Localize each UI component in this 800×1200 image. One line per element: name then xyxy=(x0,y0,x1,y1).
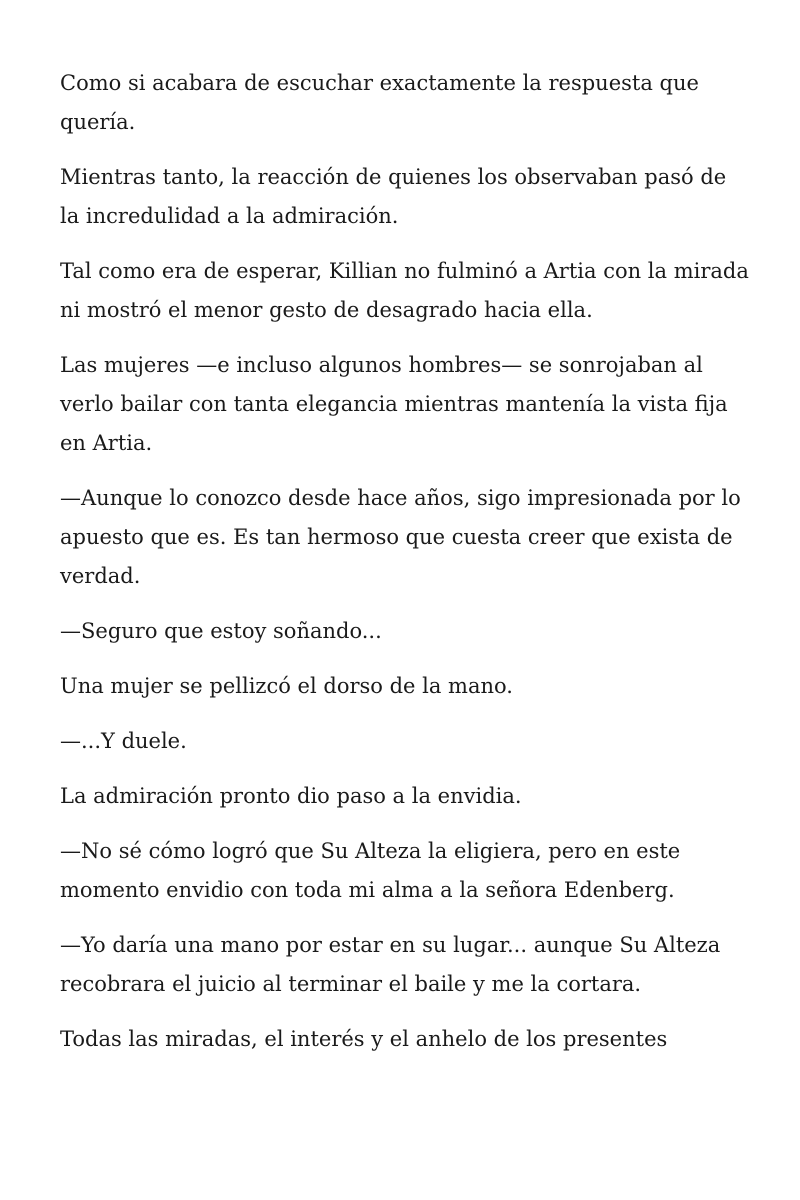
paragraph: —Seguro que estoy soñando... xyxy=(60,619,382,643)
reading-page xyxy=(60,64,750,1075)
paragraph: —...Y duele. xyxy=(60,729,187,753)
paragraph: Todas las miradas, el interés y el anhelo de los presentes xyxy=(60,1027,668,1051)
paragraph: —No sé cómo logró que Su Alteza la eligiera, pero en este momento envidio con toda mi alma a la señora Edenberg. xyxy=(60,839,681,902)
paragraph: —Aunque lo conozco desde hace años, sigo impresionada por lo apuesto que es. Es tan hermoso que cuesta creer que exista de verdad. xyxy=(60,486,741,588)
paragraph: Tal como era de esperar, Killian no fulminó a Artia con la mirada ni mostró el menor gesto de desagrado hacia ella. xyxy=(60,259,749,322)
paragraph: Una mujer se pellizcó el dorso de la mano. xyxy=(60,674,513,698)
paragraph: Mientras tanto, la reacción de quienes los observaban pasó de la incredulidad a la admiración. xyxy=(60,165,727,228)
paragraph: Las mujeres —e incluso algunos hombres— se sonrojaban al verlo bailar con tanta elegancia mientras mantenía la vista fija en Artia. xyxy=(60,353,728,455)
paragraph: La admiración pronto dio paso a la envidia. xyxy=(60,784,522,808)
paragraph: —Yo daría una mano por estar en su lugar... aunque Su Alteza recobrara el juicio al terminar el baile y me la cortara. xyxy=(60,933,721,996)
paragraph: Como si acabara de escuchar exactamente la respuesta que quería. xyxy=(60,71,699,134)
